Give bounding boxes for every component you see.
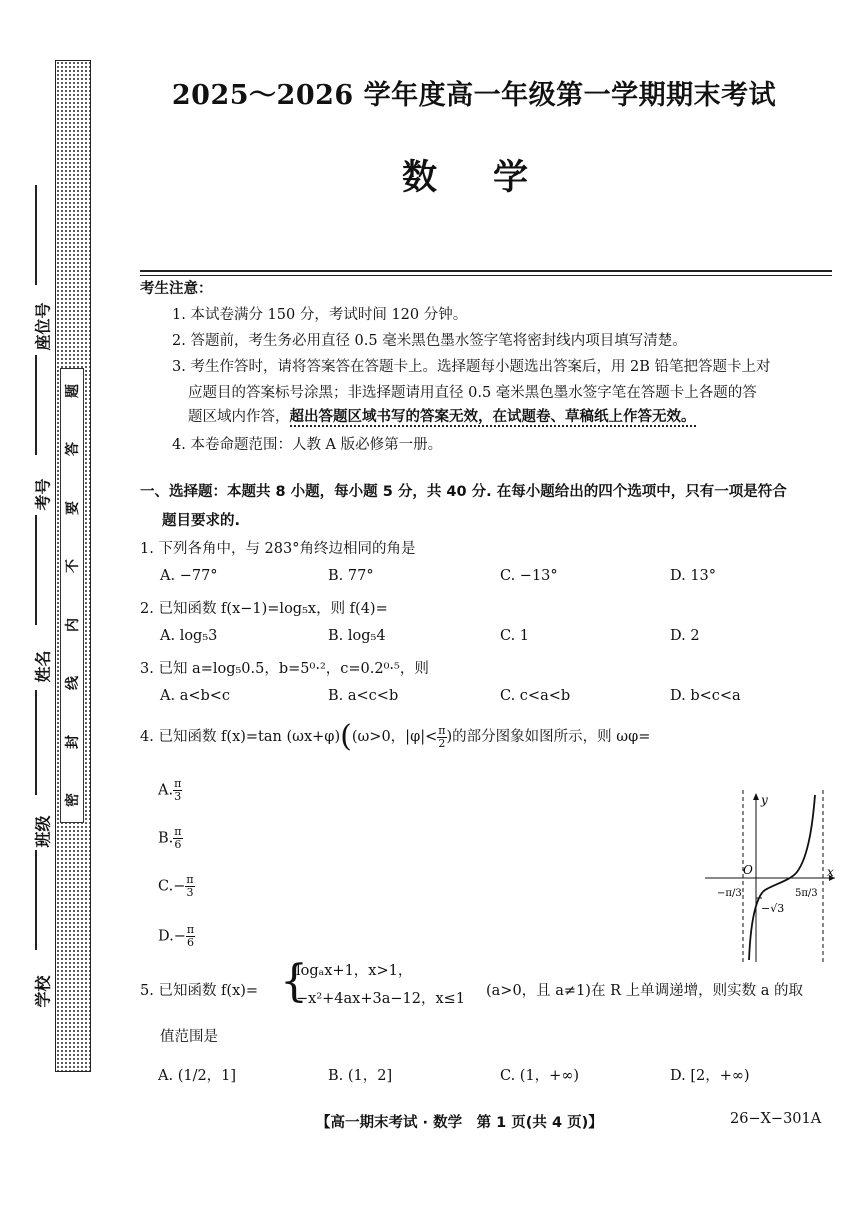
exam-no-line <box>35 355 37 455</box>
stem-text: )的部分图象如图所示，则 ωφ= <box>446 729 651 745</box>
seal-char: 内 <box>65 617 81 632</box>
option-d[interactable] <box>158 924 195 949</box>
stem-text: (ω>0，|φ|< <box>351 729 438 745</box>
seat-line <box>35 185 37 285</box>
numerator: π <box>186 873 194 886</box>
seal-char: 线 <box>65 676 81 691</box>
option-a[interactable]: A. (1/2，1] <box>158 1068 237 1084</box>
y-axis-label: y <box>761 793 768 807</box>
option-b[interactable]: B. log₅4 <box>328 628 386 644</box>
piece-1: logₐx+1，x>1， <box>296 963 413 979</box>
notice-emphasis: 超出答题区域书写的答案无效，在试题卷、草稿纸上作答无效。 <box>289 409 696 425</box>
right-tick-label: 5π/3 <box>795 888 818 899</box>
seal-char: 题 <box>65 384 81 398</box>
notice-text: 题区域内作答， <box>188 409 290 425</box>
x-axis-label: x <box>827 865 834 879</box>
fraction <box>173 826 182 851</box>
notice-item: 2. 答题前，考生务必用直径 0.5 毫米黑色墨水签字笔将密封线内项目填写清楚。 <box>172 333 687 349</box>
name-line <box>35 515 37 625</box>
question-stem: 5. 已知函数 f(x)= <box>140 983 259 999</box>
class-line <box>35 690 37 795</box>
question-stem: 值范围是 <box>160 1029 218 1045</box>
notice-item: 4. 本卷命题范围：人教 A 版必修第一册。 <box>172 437 443 453</box>
option-label: A. <box>158 782 174 799</box>
tangent-graph <box>705 790 845 965</box>
section-heading: 一、选择题：本题共 8 小题，每小题 5 分，共 40 分. 在每小题给出的四个选项中，只有一项是符合 <box>140 484 787 500</box>
option-d[interactable]: D. b<c<a <box>670 688 741 704</box>
page-footer: 【高一期末考试 · 数学 第 1 页(共 4 页)】 <box>316 1115 603 1131</box>
denominator: 6 <box>186 936 194 949</box>
notice-item: 1. 本试卷满分 150 分，考试时间 120 分钟。 <box>172 307 468 323</box>
paren-left: ( <box>340 719 352 754</box>
class-label: 班级 <box>33 815 53 848</box>
option-c[interactable]: C. (1，+∞) <box>500 1068 580 1084</box>
section-heading: 题目要求的. <box>162 513 241 529</box>
left-tick-label: −π/3 <box>717 888 742 899</box>
piecewise-brace: { <box>280 956 308 1007</box>
seal-char: 不 <box>65 559 81 574</box>
option-label: B. <box>158 830 174 847</box>
notice-item: 应题目的答案标号涂黑；非选择题请用直径 0.5 毫米黑色墨水签字笔在答题卡上各题的答 <box>188 385 757 401</box>
question-stem: (a>0，且 a≠1)在 R 上单调递增，则实数 a 的取 <box>486 983 803 999</box>
seal-char: 密 <box>65 792 81 807</box>
numerator: π <box>174 825 182 838</box>
fraction <box>173 778 182 803</box>
option-d[interactable]: D. 13° <box>670 568 717 584</box>
denominator: 3 <box>174 790 182 803</box>
question-stem: 1. 下列各角中，与 283°角终边相同的角是 <box>140 541 416 557</box>
denominator: 2 <box>438 736 446 750</box>
option-c[interactable]: C. −13° <box>500 568 558 584</box>
name-label: 姓名 <box>33 650 53 683</box>
divider <box>140 270 832 272</box>
subject-title: 数学 <box>401 157 584 198</box>
option-b[interactable] <box>158 826 183 851</box>
question-stem: 3. 已知 a=log₅0.5，b=5⁰·²，c=0.2⁰·⁵，则 <box>140 661 429 677</box>
option-a[interactable]: A. −77° <box>160 568 218 584</box>
exam-title: 2025～2026 学年度高一年级第一学期期末考试 <box>171 80 777 111</box>
exam-no-label: 考号 <box>33 478 53 511</box>
option-c[interactable] <box>158 874 195 899</box>
seal-char: 答 <box>65 442 81 457</box>
origin-label: O <box>743 863 753 877</box>
option-d[interactable]: D. 2 <box>670 628 700 644</box>
option-d[interactable]: D. [2，+∞) <box>670 1068 750 1084</box>
seal-char: 要 <box>65 500 81 515</box>
option-b[interactable]: B. 77° <box>328 568 374 584</box>
notice-heading: 考生注意： <box>140 281 213 297</box>
school-line <box>35 850 37 950</box>
option-label: D. <box>158 928 174 945</box>
option-a[interactable] <box>158 778 182 803</box>
option-label: C. <box>158 878 174 895</box>
fraction <box>186 924 195 949</box>
stem-text: 4. 已知函数 f(x)=tan (ωx+φ) <box>140 729 341 745</box>
option-c[interactable]: C. c<a<b <box>500 688 571 704</box>
paper-code: 26−X−301A <box>730 1111 822 1127</box>
question-stem: 2. 已知函数 f(x−1)=log₅x，则 f(4)= <box>140 601 388 617</box>
school-label: 学校 <box>33 975 53 1008</box>
denominator: 6 <box>174 838 182 851</box>
seat-label: 座位号 <box>33 302 53 351</box>
y-tick-label: −√3 <box>761 902 785 915</box>
option-c[interactable]: C. 1 <box>500 628 530 644</box>
seal-box <box>60 368 84 823</box>
option-a[interactable]: A. a<b<c <box>160 688 231 704</box>
divider <box>140 275 832 276</box>
option-sign: − <box>173 878 186 895</box>
option-sign: − <box>173 928 186 945</box>
denominator: 3 <box>186 886 194 899</box>
option-b[interactable]: B. (1，2] <box>328 1068 393 1084</box>
notice-item: 3. 考生作答时，请将答案答在答题卡上。选择题每小题选出答案后，用 2B 铅笔把答题卡上对 <box>172 359 771 375</box>
fraction <box>185 874 194 899</box>
notice-item <box>188 404 696 430</box>
numerator: π <box>438 723 446 737</box>
option-a[interactable]: A. log₅3 <box>160 628 218 644</box>
question-stem <box>140 719 651 754</box>
fraction <box>437 725 446 750</box>
piece-2: −x²+4ax+3a−12，x≤1 <box>296 991 466 1007</box>
numerator: π <box>186 923 195 936</box>
numerator: π <box>174 777 182 790</box>
option-b[interactable]: B. a<c<b <box>328 688 399 704</box>
seal-char: 封 <box>65 734 81 749</box>
y-axis-arrow <box>753 793 759 800</box>
